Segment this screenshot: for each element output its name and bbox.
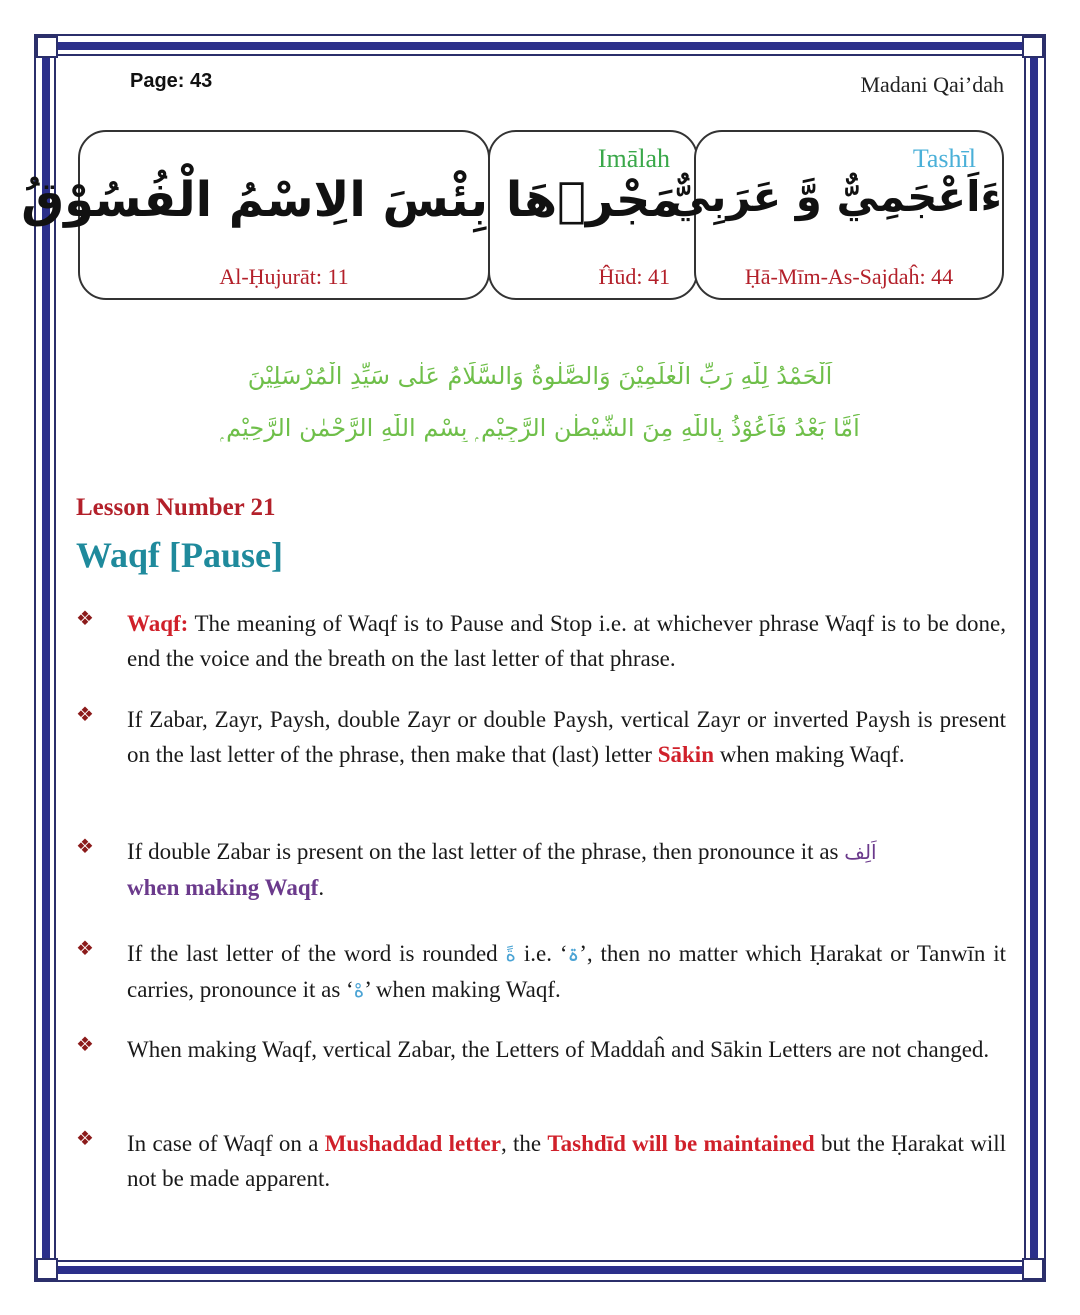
example-tag: Imālah <box>597 144 670 173</box>
highlight-term: Tashdīd will be maintained <box>547 1131 815 1156</box>
arabic-inline: اَلِف <box>844 840 877 864</box>
list-item <box>76 1032 1006 1067</box>
list-item <box>76 702 1006 772</box>
example-reference: Ĥūd: 41 <box>598 264 670 289</box>
list-item-text: When making Waqf, vertical Zabar, the Letters of Maddaĥ and Sākin Letters are not changed. <box>127 1037 990 1062</box>
frame-corner-ornament <box>36 36 58 58</box>
text-run: . <box>318 875 325 900</box>
example-reference: Ḥā-Mīm-As-Sajdaĥ: 44 <box>744 264 954 289</box>
diamond-bullet-icon: ❖ <box>76 606 94 630</box>
list-item <box>76 1126 1006 1196</box>
dua-line: اَمَّا بَعْدُ فَاَعُوْذُ بِاللّٰهِ مِنَ الشَّيْطٰنِ الرَّجِيْمِ ۭ بِسْمِ اللّٰهِ الرَّحْمٰنِ الرَّحِيْمِ ۭ <box>220 414 860 442</box>
text-run: ’ when making Waqf. <box>364 977 561 1002</box>
text-run: If double Zabar is present on the last letter of the phrase, then pronounce it as <box>127 839 845 864</box>
diamond-bullet-icon: ❖ <box>76 1032 94 1056</box>
arabic-inline: ۃ <box>567 942 580 966</box>
list-item <box>76 834 1006 905</box>
diamond-bullet-icon: ❖ <box>76 936 94 960</box>
list-item-text <box>127 606 1006 676</box>
highlight-term: Sākin <box>657 742 714 767</box>
example-box <box>21 130 490 300</box>
lesson-number: Lesson Number 21 <box>76 494 276 521</box>
text-run: i.e. ‘ <box>516 941 568 966</box>
frame-corner-ornament <box>1022 36 1044 58</box>
text-run: when making Waqf. <box>713 742 905 767</box>
diamond-bullet-icon: ❖ <box>76 834 94 858</box>
list-item-text <box>127 702 1006 772</box>
page-number: Page: 43 <box>130 70 213 92</box>
text-run: If Zabar, Zayr, Paysh, double Zayr or double Paysh, vertical Zayr or inverted Paysh is present on the last letter of the phrase, then make that (last) letter <box>127 707 1006 767</box>
lesson-title: Waqf [Pause] <box>76 535 283 575</box>
text-run: The meaning of Waqf is to Pause and Stop i.e. at whichever phrase Waqf is to be done, end the voice and the breath on the last letter of that phrase. <box>127 611 1006 671</box>
highlight-term: Mushaddad letter <box>324 1131 501 1156</box>
frame-corner-ornament <box>36 1258 58 1280</box>
text-run: If the last letter of the word is rounded <box>127 941 506 966</box>
arabic-inline: ةً <box>505 942 517 966</box>
list-item-text <box>127 1126 1006 1196</box>
text-run: , the <box>500 1131 548 1156</box>
text-run: ’, then no matter which Ḥarakat or Tanwīn it carries, pronounce it as ‘ <box>127 941 1006 1002</box>
list-item-text <box>127 834 1006 905</box>
example-box <box>668 130 1004 300</box>
list-item-text <box>127 936 1006 1008</box>
arabic-inline: هْ <box>353 978 365 1002</box>
term-label: Waqf: <box>127 611 189 636</box>
diamond-bullet-icon: ❖ <box>76 1126 94 1150</box>
highlight-term: when making Waqf <box>127 875 319 900</box>
text-run: but the Ḥarakat will not be made apparent. <box>127 1131 1006 1191</box>
example-tag: Tashīl <box>912 144 976 173</box>
frame-corner-ornament <box>1022 1258 1044 1280</box>
dua-line: اَلْحَمْدُ لِلّٰهِ رَبِّ الْعٰلَمِيْنَ وَالصَّلٰوةُ وَالسَّلَامُ عَلٰى سَيِّدِ الْمُرْسَلِيْنَ <box>247 362 833 390</box>
list-item <box>76 606 1006 676</box>
text-run: In case of Waqf on a <box>127 1131 325 1156</box>
book-title: Madani Qai’dah <box>860 72 1004 97</box>
example-arabic: بِئْسَ الِاسْمُ الْفُسُوْقُ <box>21 172 488 228</box>
example-box <box>488 130 698 300</box>
example-arabic: مَجْرٖهَا <box>505 172 681 228</box>
diamond-bullet-icon: ❖ <box>76 702 94 726</box>
list-item <box>76 936 1006 1008</box>
example-reference: Al-Ḥujurāt: 11 <box>219 264 349 289</box>
example-arabic: ءَاَعْجَمِيٌّ وَّ عَرَبِيٌّ <box>668 172 1002 221</box>
